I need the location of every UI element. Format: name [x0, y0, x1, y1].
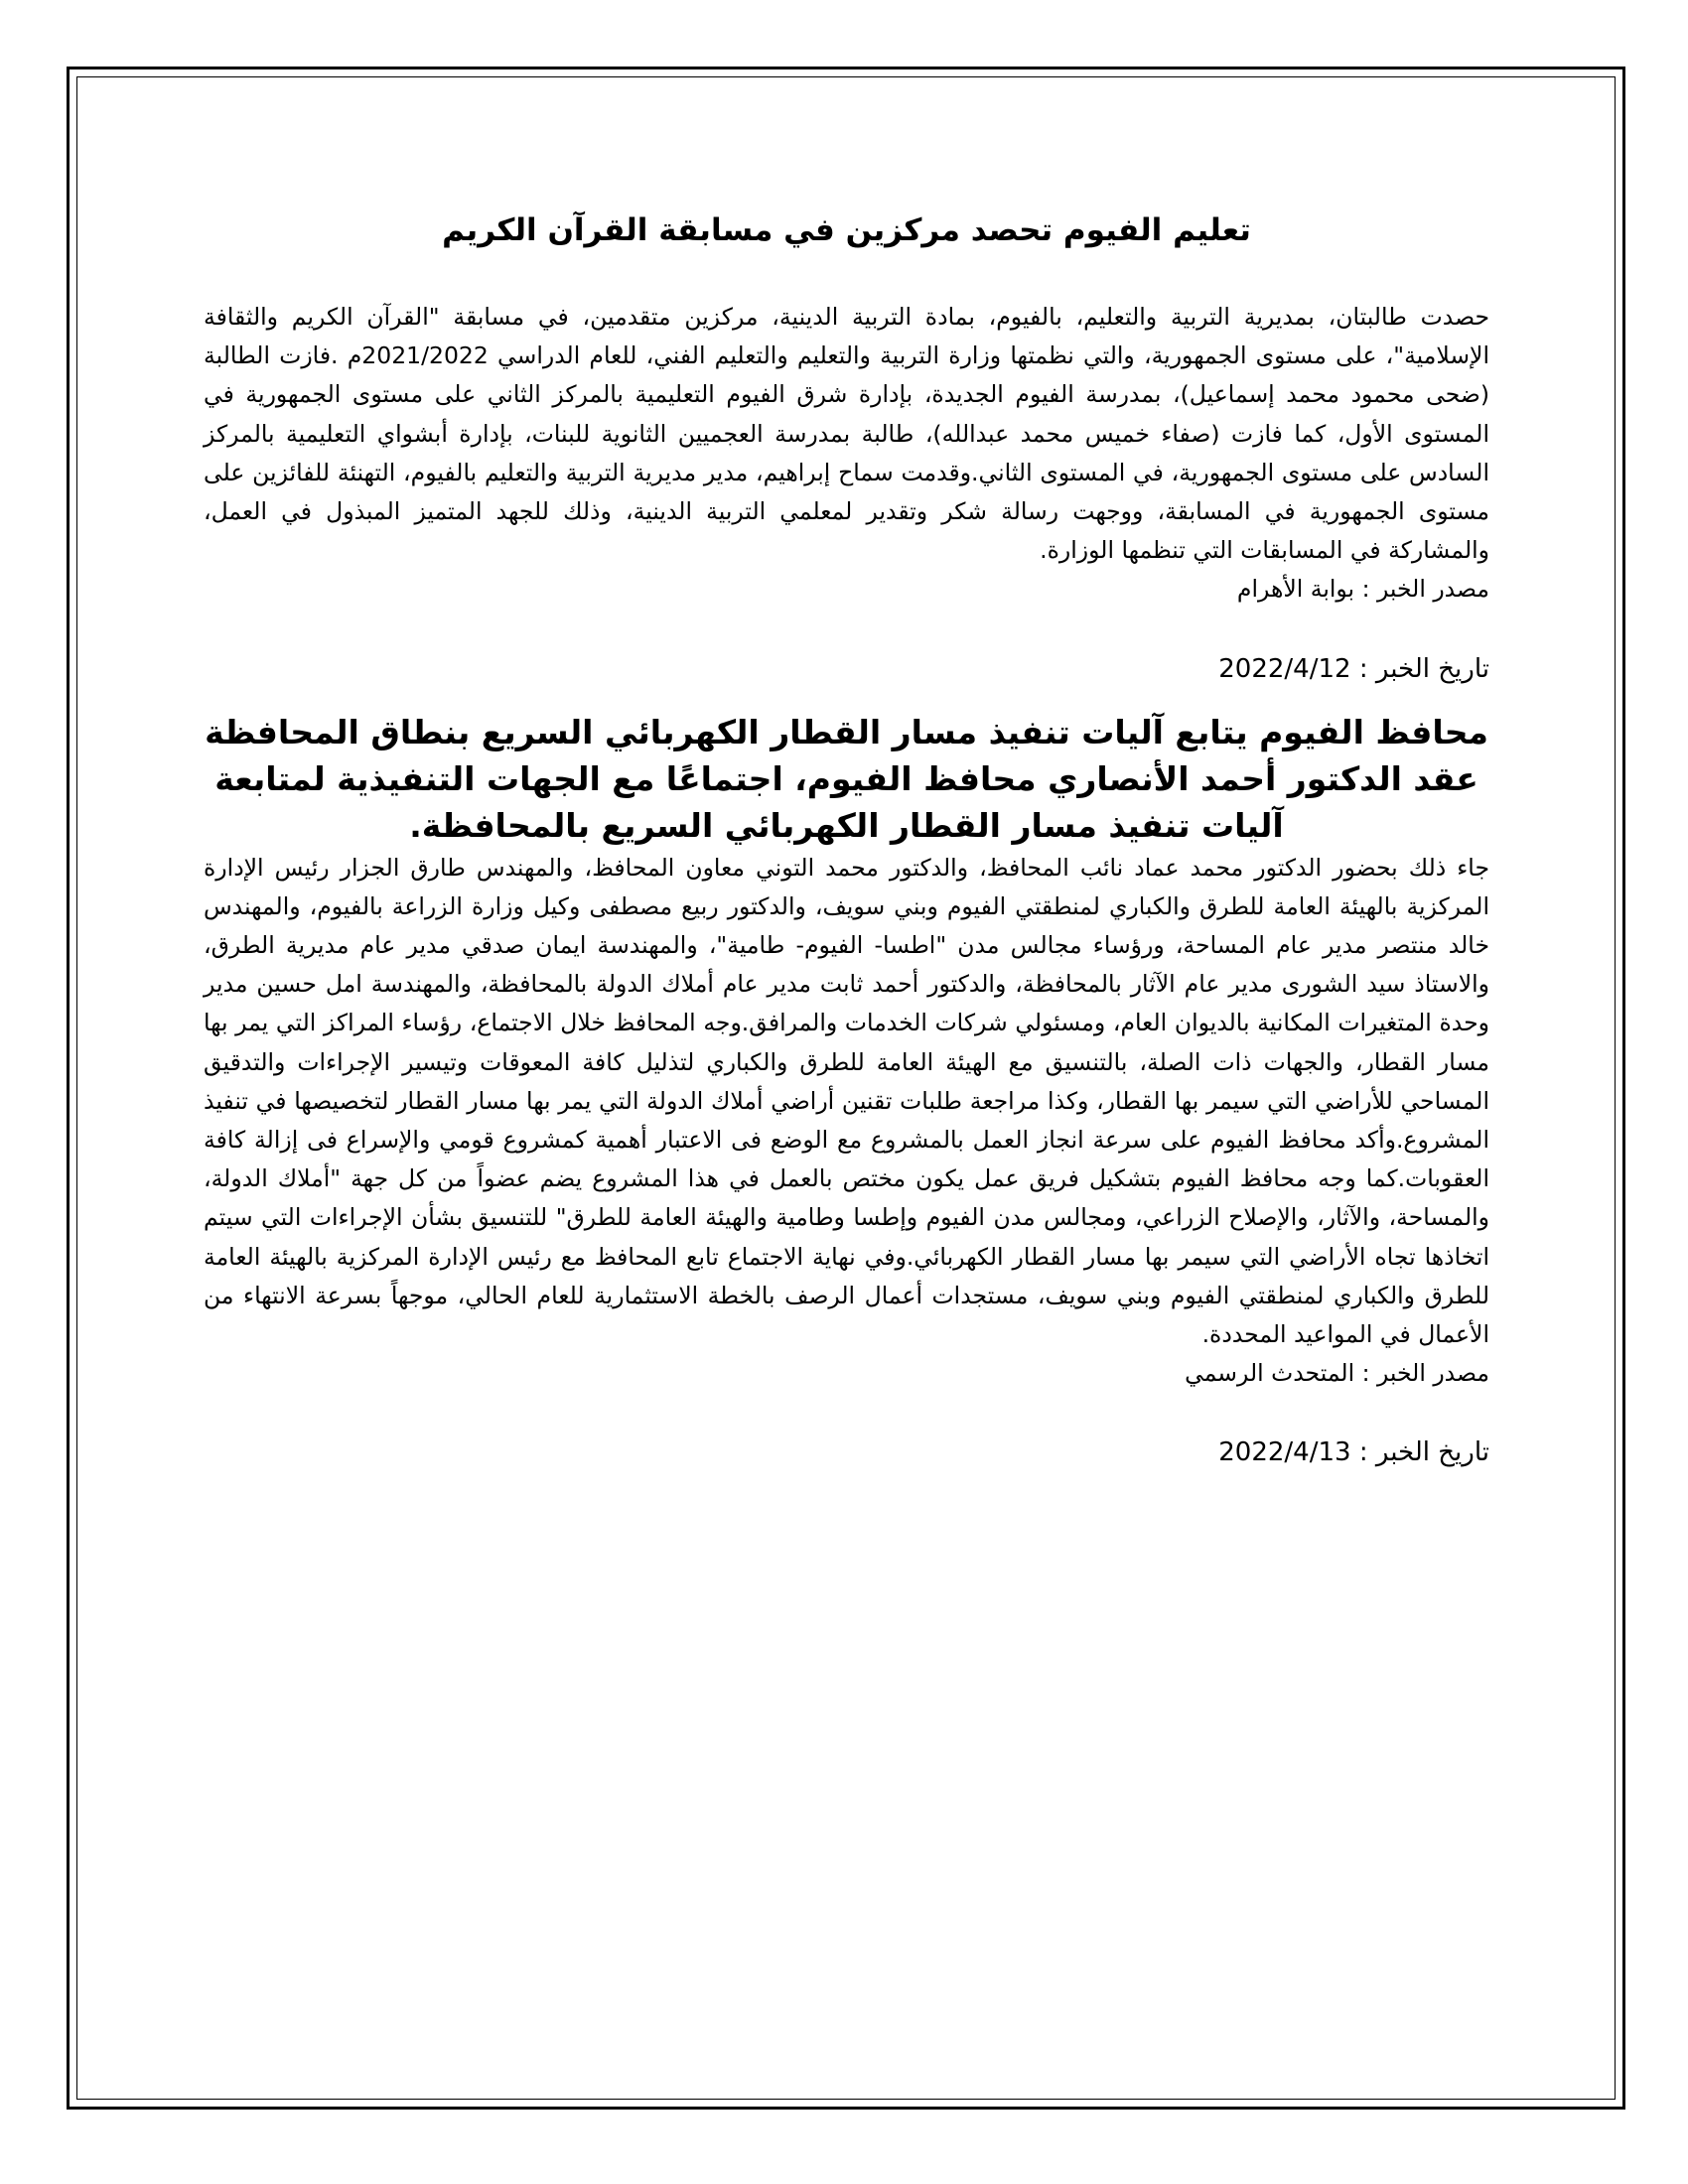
- document-content: [204, 189, 1489, 1472]
- article-1-body: حصدت طالبتان، بمديرية التربية والتعليم، بالفيوم، بمادة التربية الدينية، مركزين متقدمين، في مسابقة "القرآن الكريم والثقافة الإسلامية"، على مستوى الجمهورية، والتي نظمتها وزارة التربية والتعليم والتعليم الفني، للعام الدراسي 2021/2022م .فازت الطالبة (ضحى محمود محمد إسماعيل)، بمدرسة الفيوم الجديدة، بإدارة شرق الفيوم التعليمية بالمركز الثاني على مستوى الجمهورية في المستوى الأول، كما فازت (صفاء خميس محمد عبدالله)، طالبة بمدرسة العجميين الثانوية للبنات، بإدارة أبشواي التعليمية بالمركز السادس على مستوى الجمهورية، في المستوى الثاني.وقدمت سماح إبراهيم، مدير مديرية التربية والتعليم بالفيوم، التهنئة للفائزين على مستوى الجمهورية في المسابقة، ووجهت رسالة شكر وتقدير لمعلمي التربية الدينية، وذلك للجهد المتميز المبذول في العمل، والمشاركة في المسابقات التي تنظمها الوزارة.: [204, 303, 1489, 565]
- article-1-title: تعليم الفيوم تحصد مركزين في مسابقة القرآن الكريم: [442, 212, 1251, 248]
- article-1-date: تاريخ الخبر : 2022/4/12: [1218, 653, 1489, 684]
- article-2-date: تاريخ الخبر : 2022/4/13: [1218, 1437, 1489, 1468]
- article-2-source: مصدر الخبر : المتحدث الرسمي: [1185, 1359, 1489, 1388]
- news-article-1: [204, 208, 1489, 689]
- news-article-2: [204, 709, 1489, 1473]
- article-2-title: محافظ الفيوم يتابع آليات تنفيذ مسار القطار الكهربائي السريع بنطاق المحافظة عقد الدكتور أحمد الأنصاري محافظ الفيوم، اجتماعًا مع الجهات التنفيذية لمتابعة آليات تنفيذ مسار القطار الكهربائي السريع بالمحافظة.: [205, 712, 1488, 845]
- article-1-source: مصدر الخبر : بوابة الأهرام: [1236, 575, 1489, 604]
- article-2-body: جاء ذلك بحضور الدكتور محمد عماد نائب المحافظ، والدكتور محمد التوني معاون المحافظ، والمهندس طارق الجزار رئيس الإدارة المركزية بالهيئة العامة للطرق والكباري لمنطقتي الفيوم وبني سويف، والدكتور ربيع مصطفى وكيل وزارة الزراعة بالفيوم، والمهندس خالد منتصر مدير عام المساحة، ورؤساء مجالس مدن "اطسا- الفيوم- طامية"، والمهندسة ايمان صدقي مدير عام مديرية الطرق، والاستاذ سيد الشورى مدير عام الآثار بالمحافظة، والدكتور أحمد ثابت مدير عام أملاك الدولة بالمحافظة، والمهندسة امل حسين مدير وحدة المتغيرات المكانية بالديوان العام، ومسئولي شركات الخدمات والمرافق.وجه المحافظ خلال الاجتماع، رؤساء المراكز التي يمر بها مسار القطار، والجهات ذات الصلة، بالتنسيق مع الهيئة العامة للطرق والكباري لتذليل كافة المعوقات وتيسير الإجراءات والتدقيق المساحي للأراضي التي سيمر بها القطار، وكذا مراجعة طلبات تقنين أراضي أملاك الدولة التي يمر بها مسار القطار لتخصيصها في تنفيذ المشروع.وأكد محافظ الفيوم على سرعة انجاز العمل بالمشروع مع الوضع فى الاعتبار أهمية كمشروع قومي والإسراع فى إزالة كافة العقوبات.كما وجه محافظ الفيوم بتشكيل فريق عمل يكون مختص بالعمل في هذا المشروع يضم عضواً من كل جهة "أملاك الدولة، والمساحة، والآثار، والإصلاح الزراعي، ومجالس مدن الفيوم وإطسا وطامية والهيئة العامة للطرق" للتنسيق بشأن الإجراءات التي سيتم اتخاذها تجاه الأراضي التي سيمر بها مسار القطار الكهربائي.وفي نهاية الاجتماع تابع المحافظ مع رئيس الإدارة المركزية بالهيئة العامة للطرق والكباري لمنطقتي الفيوم وبني سويف، مستجدات أعمال الرصف بالخطة الاستثمارية للعام الحالي، موجهاً بسرعة الانتهاء من الأعمال في المواعيد المحددة.: [204, 853, 1489, 1349]
